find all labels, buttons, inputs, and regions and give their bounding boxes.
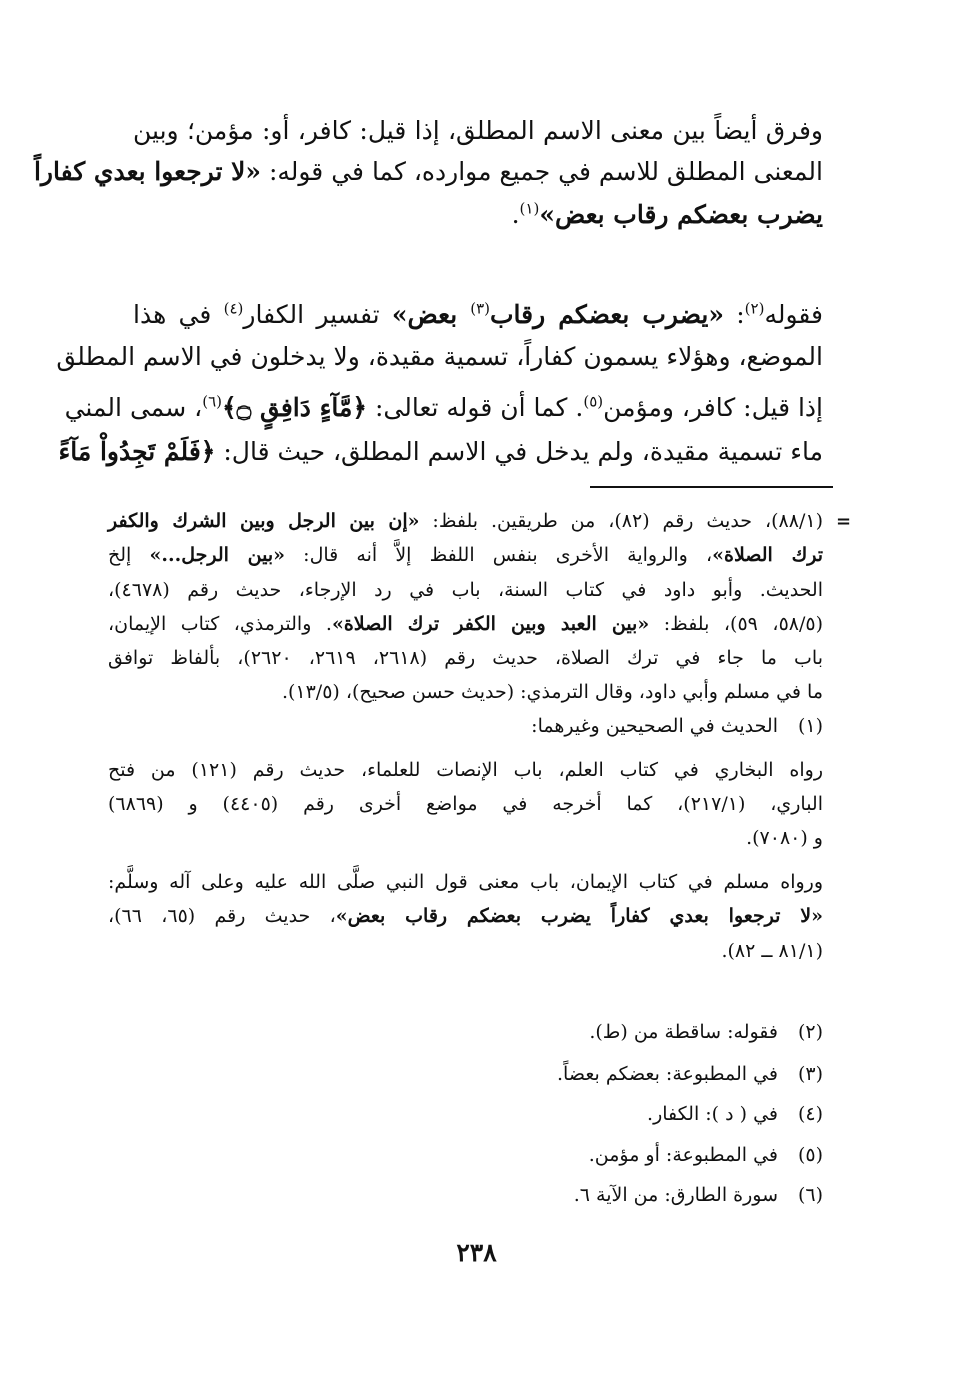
text-run: (٥٨/٥، ٥٩)، بلفظ: — [649, 613, 824, 635]
text-run: باب ما جاء في ترك الصلاة، حديث رقم (٢٦١٨، ٢٦١٩، ٢٦٢٠)، بألفاظ توافق — [108, 647, 823, 669]
text-run: . — [511, 200, 520, 229]
footnote-line — [108, 790, 823, 818]
footnote-number: (٣) — [797, 1063, 823, 1085]
hadith-quote: «يضرب بعضكم رقاب — [489, 300, 724, 329]
footnote-line — [108, 824, 823, 852]
footnote-ref: (٢) — [744, 299, 765, 318]
hadith-quote: «لا ترجعوا بعدي كفاراً — [33, 157, 261, 186]
continuation-marker: = — [836, 511, 852, 532]
text-run: ، والرواية الأخرى بنفس اللفظ إلاَّ أنه قال: — [285, 544, 713, 566]
footnote-text: في ( د ): الكفار. — [647, 1103, 778, 1125]
footnote-separator — [590, 486, 833, 488]
main-text-line — [56, 342, 823, 372]
footnote-text: في المطبوعة: بعضكم بعضاً. — [557, 1063, 778, 1085]
text-run: . كما أن قوله تعالى: — [367, 393, 584, 422]
footnote-line — [108, 902, 823, 930]
text-run: فقوله — [764, 300, 823, 329]
main-text-line — [64, 392, 823, 423]
footnote-line — [108, 610, 823, 638]
text-run: ، سمى المني — [64, 393, 203, 422]
footnote-ref: (٤) — [223, 299, 244, 318]
text-run: المعنى المطلق للاسم في جميع موارده، كما في قوله: — [261, 157, 823, 186]
hadith-quote: «إن بين الرجل وبين الشرك والكفر — [108, 510, 420, 532]
hadith-quote: «لا ترجعوا بعدي كفاراً يضرب بعضكم رقاب بعض» — [335, 905, 824, 927]
text-run: : — [723, 300, 745, 329]
text-run: تفسير الكفار — [243, 300, 392, 329]
footnote-ref: (٥) — [583, 392, 604, 411]
footnote-line — [108, 507, 823, 535]
text-run: وفرق أيضاً بين معنى الاسم المطلق، إذا قيل: كافر، أو: مؤمن؛ وبين — [133, 116, 823, 145]
footnote-ref: (٣) — [470, 299, 490, 318]
main-text-line — [133, 116, 823, 146]
footnote-text: في المطبوعة: أو مؤمن. — [588, 1144, 778, 1166]
hadith-quote: «بين الرجل...» — [149, 544, 286, 566]
text-run: رواه البخاري في كتاب العلم، باب الإنصات للعلماء، حديث رقم (١٢١) من فتح — [108, 759, 823, 781]
main-text-line — [133, 300, 823, 330]
footnote-text: الحديث في الصحيحين وغيرهما: — [531, 715, 778, 737]
footnote-number: (١) — [797, 715, 823, 737]
hadith-quote: «بين العبد وبين الكفر ترك الصلاة» — [331, 613, 650, 635]
text-run: ما في مسلم وأبي داود، وقال الترمذي: (حديث حسن صحيح)، (١٣/٥). — [281, 681, 823, 703]
footnote-line — [108, 868, 823, 896]
text-run: (٨١/١ ــ ٨٢). — [721, 940, 823, 962]
main-text-line — [133, 200, 823, 230]
footnote-number: (٦) — [797, 1184, 823, 1206]
text-run: ، حديث رقم (٦٥، ٦٦)، — [108, 905, 336, 927]
footnote-ref: (٦) — [202, 392, 222, 411]
text-run: . والترمذي، كتاب الإيمان، — [108, 613, 332, 635]
text-run: إلخ — [108, 544, 150, 566]
main-text-line — [33, 157, 823, 187]
text-run: (٨٨/١)، حديث رقم (٨٢)، من طريقين. بلفظ: — [419, 510, 823, 532]
footnote-number: (٤) — [797, 1103, 823, 1125]
footnote-line — [108, 541, 823, 569]
footnote-text: فقوله: ساقطة من (ط). — [589, 1021, 778, 1043]
page-number: ٢٣٨ — [456, 1238, 497, 1267]
footnote-ref: (١) — [519, 199, 540, 218]
main-text-line — [58, 437, 823, 467]
footnote-line — [108, 576, 823, 604]
footnote-number: (٢) — [797, 1021, 823, 1043]
footnote-line — [108, 644, 823, 672]
text-run: الباري، (٢١٧/١)، كما أخرجه في مواضع أخرى رقم (٤٤٠٥) و (٦٨٦٩) — [108, 793, 823, 815]
footnote-line — [108, 937, 823, 965]
text-run: إذا قيل: كافر، ومؤمن — [603, 393, 823, 422]
footnote-line — [108, 678, 823, 706]
hadith-quote: يضرب بعضكم رقاب بعض» — [539, 200, 823, 229]
text-run: ورواه مسلم في كتاب الإيمان، باب معنى قول النبي صلَّى الله عليه وعلى آله وسلَّم: — [108, 871, 823, 893]
hadith-quote: بعض» — [391, 300, 471, 329]
text-run: في هذا — [133, 300, 224, 329]
text-run: ماء تسمية مقيدة، ولم يدخل في الاسم المطلق، حيث قال: — [215, 437, 823, 466]
hadith-quote: ترك الصلاة» — [712, 544, 824, 566]
text-run: و (٧٠٨٠). — [746, 827, 823, 849]
text-run: الموضع، وهؤلاء يسمون كفاراً، تسمية مقيدة، ولا يدخلون في الاسم المطلق — [56, 342, 823, 371]
footnote-text: سورة الطارق: من الآية ٦. — [573, 1184, 778, 1206]
text-run: الحديث. وأبو داود في كتاب السنة، باب في رد الإرجاء، حديث رقم (٤٦٧٨)، — [108, 579, 823, 601]
footnote-number: (٥) — [797, 1144, 823, 1166]
quran-verse: ﴿فَلَمْ تَجِدُواْ مَآءً — [58, 437, 216, 466]
quran-verse: ﴿مَّآءٍ دَافِقٍ ۝﴾ — [221, 393, 367, 422]
footnote-line — [108, 756, 823, 784]
